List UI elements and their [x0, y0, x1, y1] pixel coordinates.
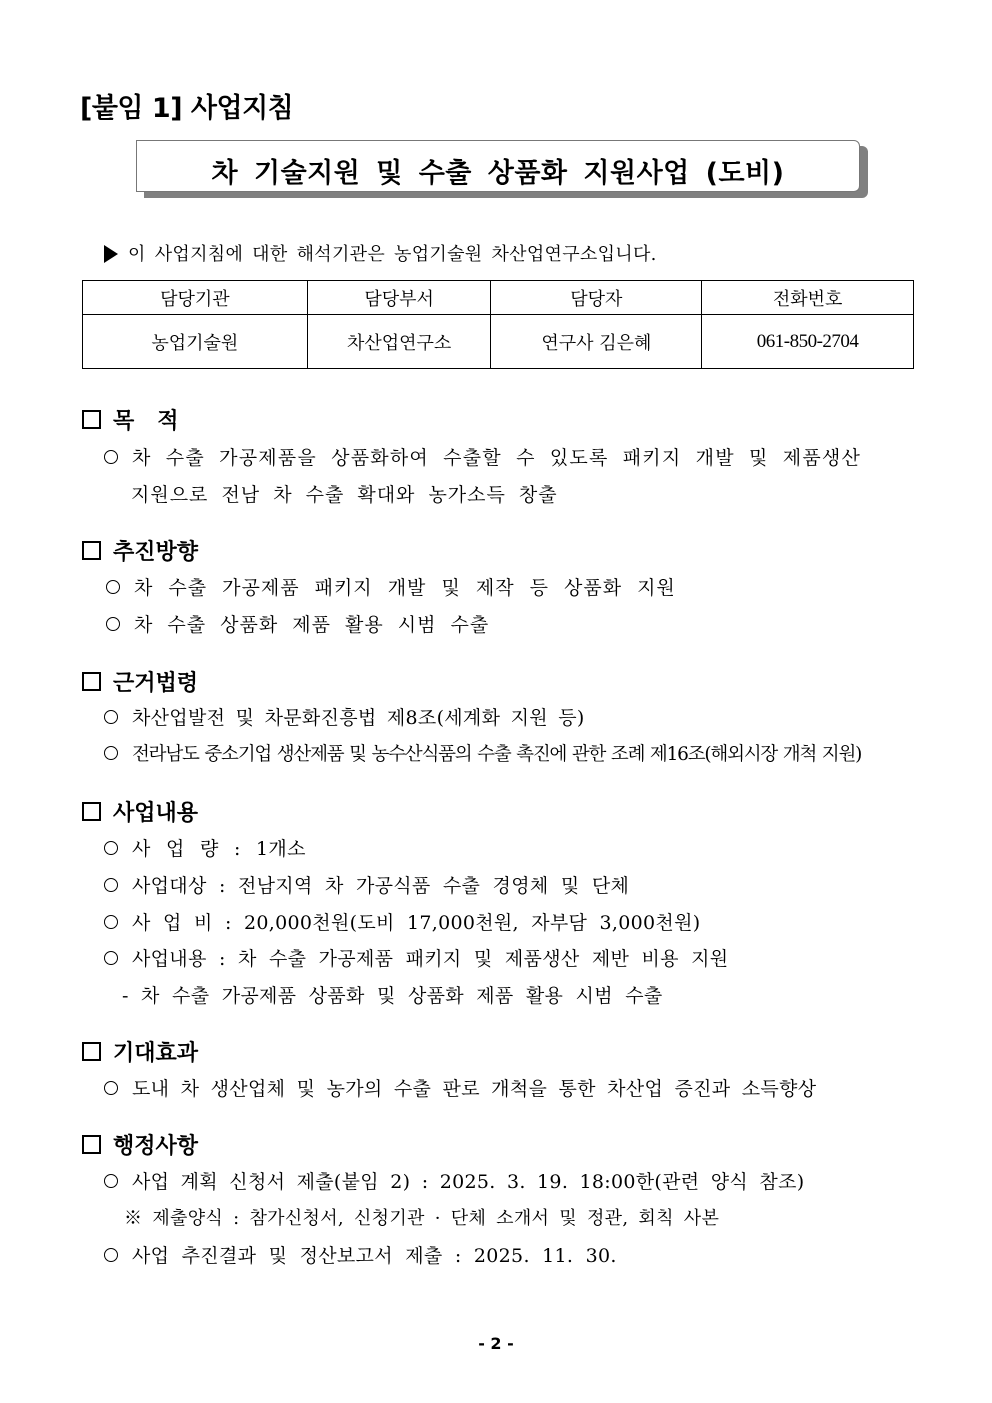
circle-bullet-icon — [104, 951, 118, 965]
checkbox-square-icon — [82, 1135, 101, 1154]
list-item: 차 수출 가공제품 패키지 개발 및 제작 등 상품화 지원 — [106, 573, 676, 600]
attachment-title: [붙임 1] 사업지침 — [80, 93, 294, 124]
list-item: 사업대상 : 전남지역 차 가공식품 수출 경영체 및 단체 — [104, 871, 629, 898]
list-item: 차 수출 상품화 제품 활용 시범 수출 — [106, 610, 489, 637]
table-header-cell: 담당기관 — [83, 281, 308, 315]
section-title: 추진방향 — [113, 540, 199, 565]
circle-bullet-icon — [104, 1248, 118, 1262]
list-item-continuation: 지원으로 전남 차 수출 확대와 농가소득 창출 — [131, 484, 558, 506]
checkbox-square-icon — [82, 672, 101, 691]
circle-bullet-icon — [104, 710, 118, 724]
checkbox-square-icon — [82, 541, 101, 560]
list-item: 사 업 량 : 1개소 — [104, 834, 306, 861]
list-item: 차산업발전 및 차문화진흥법 제8조(세계화 지원 등) — [104, 703, 585, 730]
section-heading-direction — [82, 535, 198, 566]
checkbox-square-icon — [82, 410, 101, 429]
table-cell-person: 연구사 김은혜 — [491, 315, 702, 369]
list-item: 사업 계획 신청서 제출(붙임 2) : 2025. 3. 19. 18:00한(관련 양식 참조) — [104, 1167, 804, 1194]
circle-bullet-icon — [104, 1174, 118, 1188]
circle-bullet-icon — [104, 746, 118, 760]
section-title: 근거법령 — [113, 671, 199, 696]
circle-bullet-icon — [104, 1081, 118, 1095]
list-item: 사업 추진결과 및 정산보고서 제출 : 2025. 11. 30. — [104, 1241, 617, 1268]
main-title-box — [136, 140, 860, 192]
note-item: ※ 제출양식 : 참가신청서, 신청기관 · 단체 소개서 및 정관, 회칙 사본 — [124, 1208, 720, 1229]
list-item: 도내 차 생산업체 및 농가의 수출 판로 개척을 통한 차산업 증진과 소득향상 — [104, 1074, 816, 1101]
contact-table-header-row — [83, 281, 914, 315]
list-item: 전라남도 중소기업 생산제품 및 농수산식품의 수출 촉진에 관한 조례 제16조(해외시장 개척 지원) — [104, 740, 861, 766]
page-number: - 2 - — [478, 1334, 514, 1353]
table-cell-phone: 061-850-2704 — [702, 315, 914, 369]
circle-bullet-icon — [106, 580, 120, 594]
checkbox-square-icon — [82, 1042, 101, 1061]
section-title: 기대효과 — [113, 1041, 199, 1066]
sub-list-item: - 차 수출 가공제품 상품화 및 상품화 제품 활용 시범 수출 — [122, 985, 663, 1007]
table-header-cell: 담당자 — [491, 281, 702, 315]
circle-bullet-icon — [104, 878, 118, 892]
notice-line — [104, 240, 657, 266]
section-heading-effect — [82, 1036, 198, 1067]
circle-bullet-icon — [106, 617, 120, 631]
section-title: 사업내용 — [113, 801, 199, 826]
section-heading-legal — [82, 666, 198, 697]
main-title: 차 기술지원 및 수출 상품화 지원사업 (도비) — [211, 158, 785, 189]
circle-bullet-icon — [104, 915, 118, 929]
contact-table-row — [83, 315, 914, 369]
list-item: 사 업 비 : 20,000천원(도비 17,000천원, 자부담 3,000천원) — [104, 908, 700, 935]
section-heading-content — [82, 796, 198, 827]
section-title: 행정사항 — [113, 1134, 199, 1159]
table-header-cell: 담당부서 — [307, 281, 491, 315]
section-title: 목 적 — [113, 409, 179, 434]
list-item: 사업내용 : 차 수출 가공제품 패키지 및 제품생산 제반 비용 지원 — [104, 944, 728, 971]
notice-text: 이 사업지침에 대한 해석기관은 농업기술원 차산업연구소입니다. — [128, 244, 657, 265]
list-item: 차 수출 가공제품을 상품화하여 수출할 수 있도록 패키지 개발 및 제품생산 — [104, 443, 861, 470]
table-cell-department: 차산업연구소 — [307, 315, 491, 369]
table-header-cell: 전화번호 — [702, 281, 914, 315]
checkbox-square-icon — [82, 802, 101, 821]
contact-table — [82, 280, 914, 369]
section-heading-admin — [82, 1129, 198, 1160]
circle-bullet-icon — [104, 841, 118, 855]
section-heading-purpose — [82, 404, 178, 435]
triangle-bullet-icon — [104, 245, 118, 263]
circle-bullet-icon — [104, 450, 118, 464]
table-cell-agency: 농업기술원 — [83, 315, 308, 369]
